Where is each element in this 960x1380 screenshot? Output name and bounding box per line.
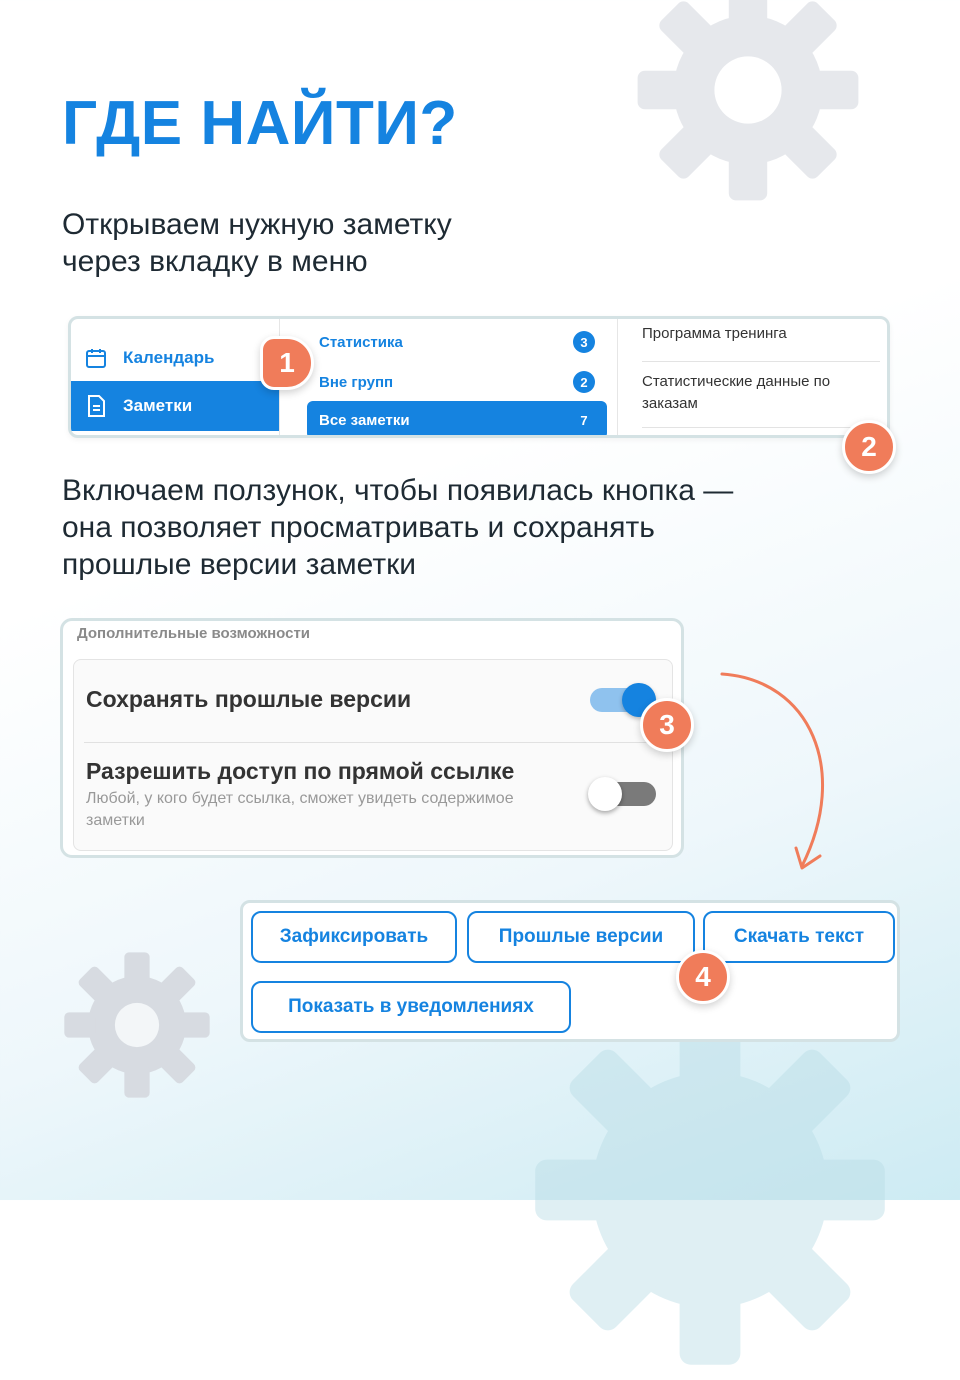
divider: [642, 361, 880, 362]
step1-description: Открываем нужную заметку через вкладку в меню: [62, 208, 452, 278]
page-title: ГДЕ НАЙТИ?: [62, 89, 458, 158]
nav-item-calendar[interactable]: [71, 333, 279, 383]
download-text-button[interactable]: Скачать текст: [703, 911, 895, 963]
divider: [642, 427, 880, 428]
count-badge: 3: [573, 331, 595, 353]
note-item-order-stats[interactable]: Статистические данные по заказам: [642, 373, 831, 412]
past-versions-button[interactable]: Прошлые версии: [467, 911, 695, 963]
count-badge: 2: [573, 371, 595, 393]
group-item-statistics[interactable]: Статистика 3: [307, 325, 607, 359]
curved-arrow-icon: [700, 660, 850, 880]
step-badge-2: 2: [842, 420, 896, 474]
menu-panel: [68, 316, 890, 438]
count-badge: 7: [580, 412, 588, 428]
nav-column: [71, 319, 280, 435]
section-title: Дополнительные возможности: [77, 625, 311, 642]
pin-button[interactable]: Зафиксировать: [251, 911, 457, 963]
groups-column: [307, 319, 615, 435]
actions-panel: [240, 900, 900, 1042]
settings-options: [73, 659, 673, 851]
gear-icon-bottom-right: [520, 1000, 900, 1380]
gear-icon-top-right: [628, 0, 868, 210]
group-item-all-notes[interactable]: Все заметки 7: [307, 401, 607, 438]
calendar-icon: [83, 345, 109, 371]
toggle-knob: [588, 777, 622, 811]
note-item-training[interactable]: Программа тренинга: [642, 325, 787, 342]
option-direct-link-description: Любой, у кого будет ссылка, сможет увидеть содержимое заметки: [86, 790, 514, 829]
step2-description: Включаем ползунок, чтобы появилась кнопка — она позволяет просматривать и сохранять прошлые версии заметки: [62, 474, 734, 581]
document-icon: [83, 393, 109, 419]
group-item-ungrouped[interactable]: Вне групп 2: [307, 365, 607, 399]
settings-panel: [60, 618, 684, 858]
notes-column: [617, 319, 888, 435]
nav-item-label: Заметки: [123, 396, 193, 415]
option-direct-link-label: Разрешить доступ по прямой ссылке: [86, 758, 515, 784]
option-save-versions-label: Сохранять прошлые версии: [86, 686, 412, 712]
direct-link-toggle[interactable]: [590, 782, 656, 806]
divider: [84, 742, 662, 743]
step-badge-3: 3: [640, 698, 694, 752]
gear-icon-bottom-left: [58, 946, 216, 1104]
nav-item-label: Календарь: [123, 348, 215, 367]
step-badge-4: 4: [676, 950, 730, 1004]
nav-item-notes[interactable]: [71, 381, 279, 431]
step-badge-1: 1: [260, 336, 314, 390]
show-in-notifications-button[interactable]: Показать в уведомлениях: [251, 981, 571, 1033]
